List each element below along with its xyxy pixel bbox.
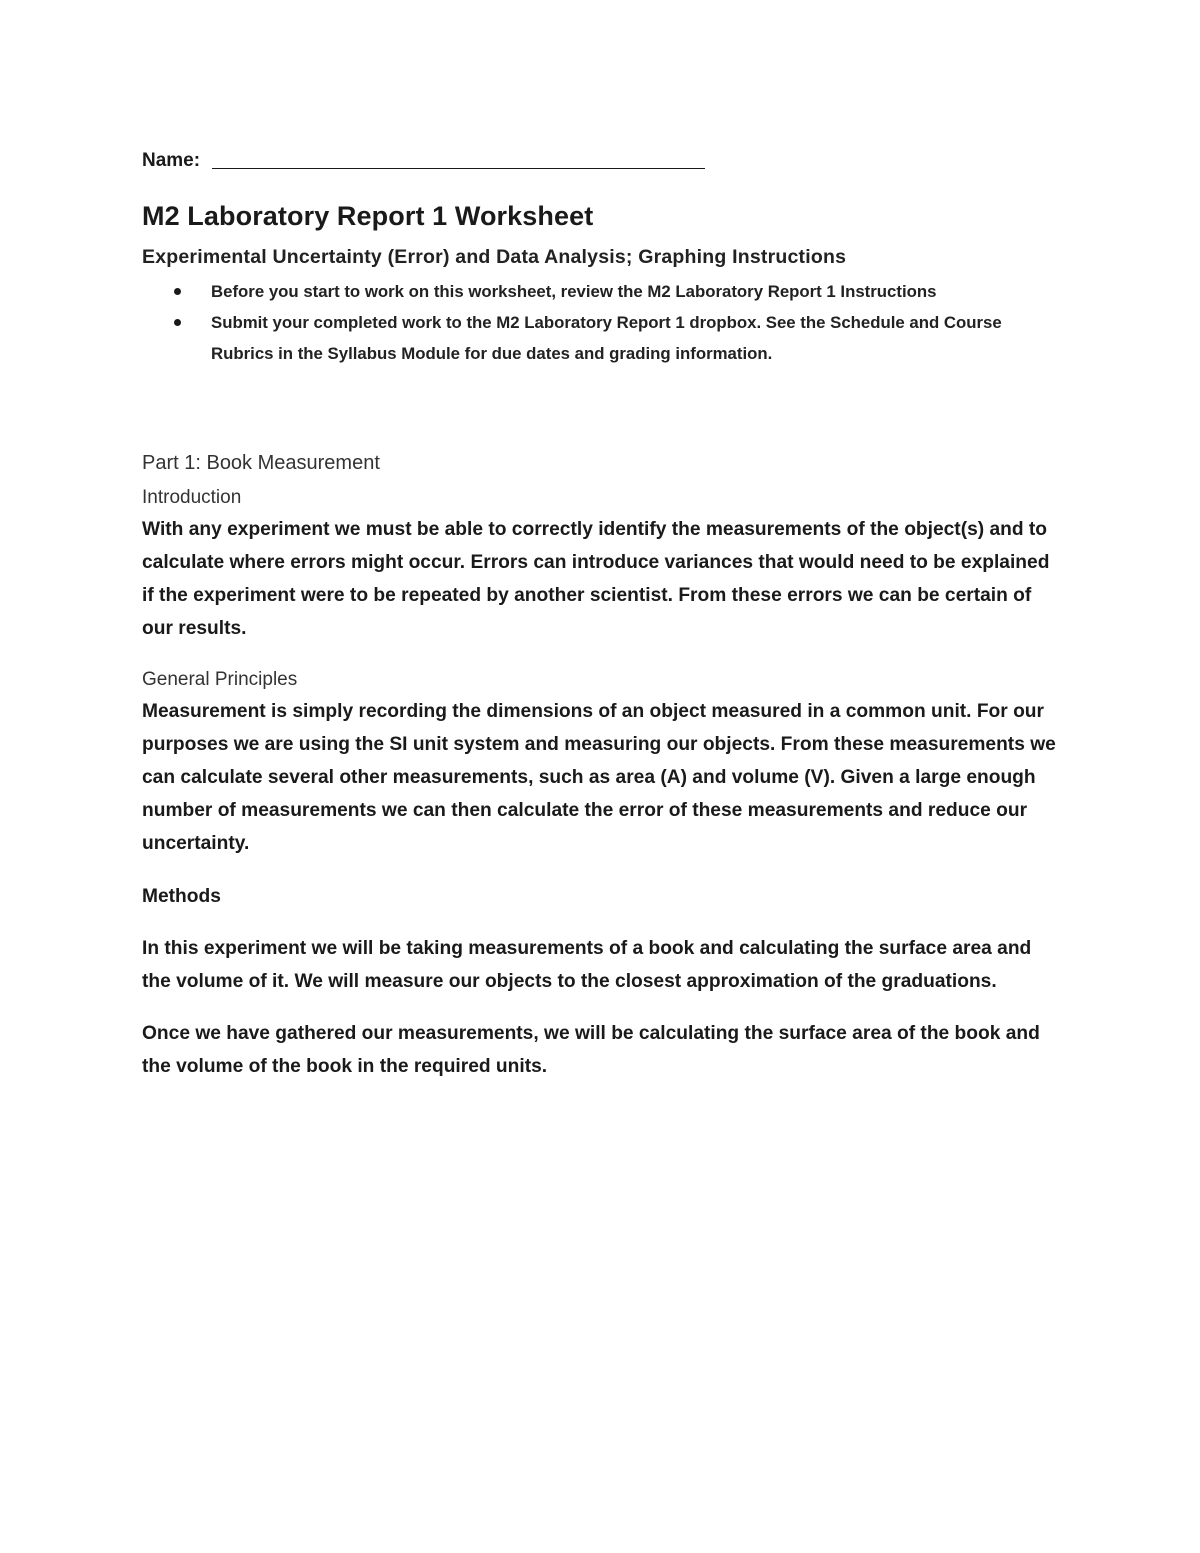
methods-paragraph: In this experiment we will be taking measurements of a book and calculating the surface area and the volume of it. We will measure our objects to the closest approximation of the graduations.: [142, 938, 1032, 992]
bullet-icon: [174, 319, 181, 326]
instruction-item: [142, 276, 1062, 307]
general-principles-paragraph: Measurement is simply recording the dimensions of an object measured in a common unit. For our purposes we are using the SI unit system and measuring our objects. From these measurements we can calculate several other measurements, such as area (A) and volume (V). Given a large enough number of measurements we can then calculate the error of these measurements and reduce our uncertainty.: [142, 701, 1056, 854]
bullet-icon: [174, 288, 181, 295]
part1-heading: Part 1: Book Measurement: [142, 452, 380, 474]
instruction-item: [142, 307, 1062, 369]
document-content: [142, 142, 1062, 1083]
general-principles-heading: General Principles: [142, 669, 298, 690]
introduction-heading: Introduction: [142, 487, 242, 508]
document-title: M2 Laboratory Report 1 Worksheet: [142, 201, 594, 231]
name-label: Name:: [142, 150, 201, 171]
document-subtitle: Experimental Uncertainty (Error) and Data Analysis; Graphing Instructions: [142, 246, 847, 268]
instruction-list: [142, 276, 1062, 369]
name-field-row: [142, 142, 1062, 172]
name-blank-line[interactable]: [212, 148, 705, 169]
methods-heading: Methods: [142, 886, 221, 907]
methods-paragraph: Once we have gathered our measurements, we will be calculating the surface area of the book and the volume of the book in the required units.: [142, 1023, 1040, 1077]
instruction-text: Before you start to work on this worksheet, review the M2 Laboratory Report 1 Instructions: [211, 282, 937, 301]
introduction-paragraph: With any experiment we must be able to correctly identify the measurements of the object(s) and to calculate where errors might occur. Errors can introduce variances that would need to be explained if the experiment were to be repeated by another scientist. From these errors we can be certain of our results.: [142, 519, 1050, 639]
instruction-text: Submit your completed work to the M2 Laboratory Report 1 dropbox. See the Schedule and Course Rubrics in the Syllabus Module for due dates and grading information.: [211, 313, 1002, 363]
